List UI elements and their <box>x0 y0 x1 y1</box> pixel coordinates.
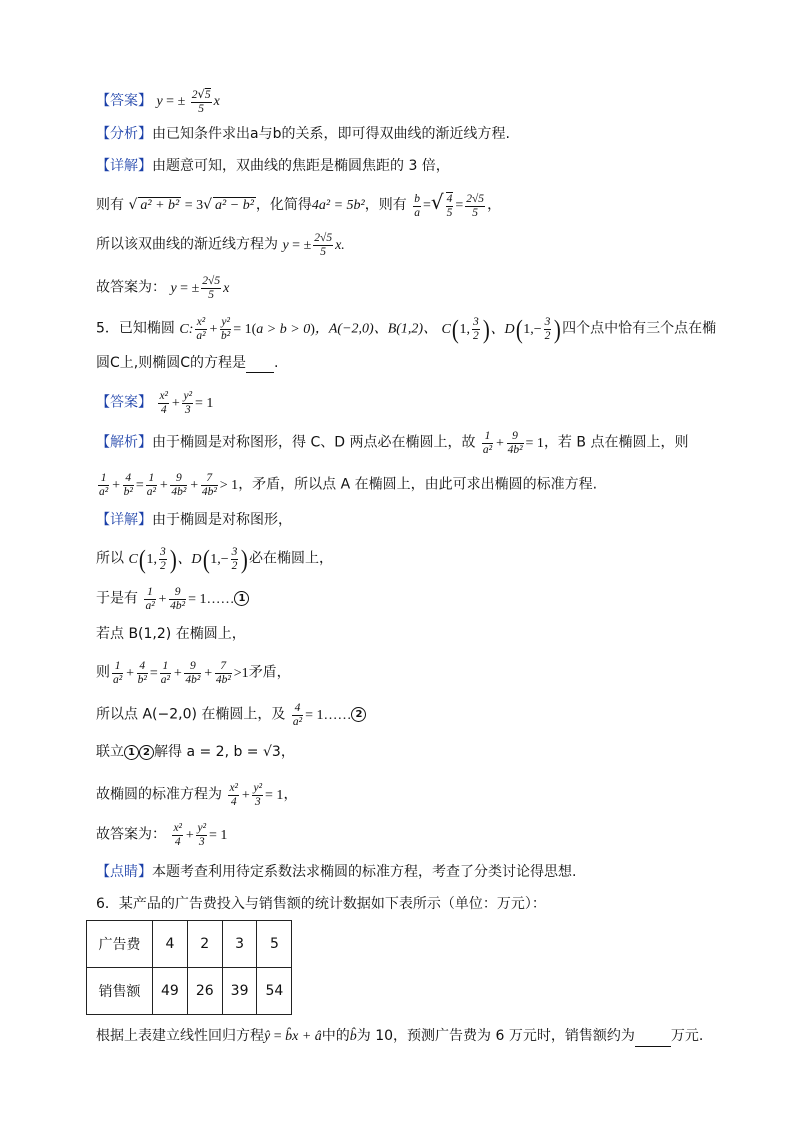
q5-comment-line <box>96 862 576 882</box>
detail-prefix: 所以 <box>96 550 124 567</box>
table-cell: 26 <box>187 968 222 1015</box>
table-cell: 3 <box>222 921 257 968</box>
q4-final-line <box>96 275 229 302</box>
detail-suffix: 必在椭圆上， <box>249 550 334 567</box>
table-cell: 49 <box>153 968 188 1015</box>
answer-blank <box>635 1032 671 1047</box>
analysis-equation: $\frac{1}{\text{a²}}$ + $\frac{9}{\text{4b²}}$ = 1 <box>482 430 544 456</box>
q4-asymptote-line <box>96 232 345 259</box>
answer-blank <box>246 358 274 373</box>
final-prefix: 故答案为： <box>96 279 166 296</box>
circled-two-icon: 2 <box>351 707 366 722</box>
table-row <box>87 968 292 1015</box>
q5-detail-line1 <box>96 510 292 530</box>
final-formula: y = ± $\frac{2√5}{5}$ x <box>170 275 230 301</box>
q4-derivation-line: 则有 √ a² + b² = 3√ a² − b² ，化简得4a² = 5b²，则有 $\frac{b}{a}$ =√ $\frac{4}{5}$ = $\frac{2√5}{5}$ ， <box>96 190 502 219</box>
asymptote-prefix: 所以该双曲线的渐近线方程为 <box>96 236 278 253</box>
question-prefix: 根据上表建立线性回归方程 <box>96 1028 264 1044</box>
q5-detail-line3 <box>96 586 249 613</box>
answer-formula: $\frac{\text{x²}}{4}$ + $\frac{\text{y²}}{3}$ = 1 <box>159 390 214 416</box>
stem-prefix: 已知椭圆 <box>118 320 175 337</box>
simplified-equation: 4a² = 5b² <box>311 198 365 214</box>
q5-stem-line1 <box>96 316 716 343</box>
table-cell: 4 <box>153 921 188 968</box>
ellipse-definition: C: $\frac{\text{x²}}{\text{a²}}$ + $\frac{\text{y²}}{\text{b²}}$ = 1(a > b > 0) <box>179 316 315 342</box>
b-hat: b̂ <box>349 1029 357 1044</box>
analysis-text-b: ，若 B 点在椭圆上，则 <box>543 434 689 451</box>
equation-1: $\frac{1}{\text{a²}}$ + $\frac{9}{\text{4b²}}$ = 1…… <box>145 586 235 612</box>
q4-detail-line <box>96 156 450 176</box>
detail-suffix: 解得 a = 2, b = √3， <box>154 744 295 760</box>
question-number: 5． <box>96 320 119 337</box>
q6-stem-line <box>96 894 546 914</box>
foci-equation: √ a² + b² = 3√ a² − b² <box>128 197 254 214</box>
detail-prefix: 所以点 A(−2,0) 在椭圆上，及 <box>96 706 286 723</box>
analysis-tag: 【分析】 <box>96 126 152 142</box>
detail-suffix: 矛盾， <box>248 664 291 681</box>
asymptote-formula: y = ± $\frac{2√5}{5}$ x. <box>282 232 345 258</box>
q4-analysis-line <box>96 124 510 144</box>
row-label: 销售额 <box>87 968 153 1015</box>
question-mid: 中的 <box>321 1028 350 1044</box>
answer-tag: 【答案】 <box>96 394 152 411</box>
comment-tag: 【点睛】 <box>96 864 152 880</box>
q6-question-line <box>96 1026 703 1047</box>
detail-text: 由题意可知，双曲线的焦距是椭圆焦距的 3 倍， <box>152 158 450 174</box>
q5-detail-line5 <box>96 660 291 687</box>
detail-prefix: 故椭圆的标准方程为 <box>96 786 222 803</box>
stem-suffix: 四个点中恰有三个点在椭 <box>562 320 717 337</box>
question-mid2: 为 10，预测广告费为 6 万元时，销售额约为 <box>356 1028 635 1044</box>
answer-formula: y = ± $\frac{2√5}{5}$ x <box>156 87 220 115</box>
circled-two-icon: 2 <box>139 745 154 760</box>
q5-detail-line2 <box>96 546 333 573</box>
analysis-text-c: ，矛盾，所以点 A 在椭圆上，由此可求出椭圆的标准方程. <box>238 476 598 493</box>
points-formula: C(1, $\frac{3}{2}$ )、D(1,− $\frac{3}{2}$ ) <box>128 544 249 574</box>
stem-points: ，A(−2,0)、B(1,2)、 <box>314 321 438 337</box>
ratio-formula: $\frac{b}{a}$ =√ $\frac{4}{5}$ = $\frac{2√5}{5}$ <box>414 190 485 219</box>
analysis-tag: 【解析】 <box>96 434 152 451</box>
point-c-d: C(1, $\frac{3}{2}$ )、D(1,− $\frac{3}{2}$ ) <box>441 314 562 344</box>
regression-equation: ŷ = b̂x + â <box>264 1029 322 1044</box>
detail-prefix: 则 <box>96 664 110 681</box>
q5-analysis-line2 <box>96 472 597 499</box>
comment-text: 本题考查利用待定系数法求椭圆的标准方程，考查了分类讨论得思想. <box>152 864 577 880</box>
detail-prefix: 于是有 <box>96 590 138 607</box>
analysis-text: 由已知条件求出a与b的关系，即可得双曲线的渐近线方程. <box>152 126 510 142</box>
standard-equation: $\frac{\text{x²}}{4}$ + $\frac{\text{y²}}{3}$ = 1 <box>229 782 284 808</box>
table-row <box>87 921 292 968</box>
analysis-text-a: 由于椭圆是对称图形，得 C、D 两点必在椭圆上，故 <box>152 434 476 451</box>
derivation-mid: ，化简得 <box>255 197 312 214</box>
question-suffix: 万元. <box>670 1028 704 1044</box>
q5-answer-line <box>96 390 213 417</box>
contradiction-formula: $\frac{1}{\text{a²}}$ + $\frac{4}{\text{b²}}$ = $\frac{1}{\text{a²}}$ + $\frac{9}{\text{4b²}}$ + $\frac{7}{\text{4b²}}$ >1 <box>113 660 249 686</box>
detail-prefix: 故答案为： <box>96 826 166 843</box>
q5-detail-line6 <box>96 702 366 729</box>
derivation-prefix: 则有 <box>96 197 124 214</box>
data-table <box>86 920 292 1015</box>
detail-text: 由于椭圆是对称图形， <box>152 512 292 528</box>
table-cell: 5 <box>257 921 292 968</box>
detail-text: 若点 B(1,2) 在椭圆上， <box>96 626 246 642</box>
circled-one-icon: 1 <box>234 591 249 606</box>
q4-answer-line <box>96 88 220 116</box>
row-label: 广告费 <box>87 921 153 968</box>
table-cell: 2 <box>187 921 222 968</box>
detail-tag: 【详解】 <box>96 158 152 174</box>
table-cell: 39 <box>222 968 257 1015</box>
q5-stem-line2: 圆C上,则椭圆C的方程是 . <box>96 355 279 371</box>
contradiction-formula: $\frac{1}{\text{a²}}$ + $\frac{4}{\text{b²}}$ = $\frac{1}{\text{a²}}$ + $\frac{9}{\text{4b²}}$ + $\frac{7}{\text{4b²}}$ > 1 <box>99 472 239 498</box>
final-answer: $\frac{\text{x²}}{4}$ + $\frac{\text{y²}}{3}$ = 1 <box>173 822 228 848</box>
equation-2: $\frac{4}{\text{a²}}$ = 1…… <box>292 702 352 728</box>
q5-detail-line7 <box>96 742 295 762</box>
q6-stem: 6．某产品的广告费投入与销售额的统计数据如下表所示（单位：万元）： <box>96 896 546 912</box>
circled-one-icon: 1 <box>124 745 139 760</box>
answer-tag: 【答案】 <box>96 93 152 110</box>
q5-analysis-line1 <box>96 430 688 457</box>
derivation-mid2: ，则有 <box>364 197 407 214</box>
stem-line2: 圆C上,则椭圆C的方程是 <box>96 355 247 371</box>
detail-tag: 【详解】 <box>96 512 152 528</box>
detail-prefix: 联立 <box>96 744 124 760</box>
q5-detail-line4 <box>96 624 246 644</box>
q5-detail-line8: 故椭圆的标准方程为 $\frac{\text{x²}}{4}$ + $\frac{\text{y²}}{3}$ = 1， <box>96 782 298 808</box>
q5-detail-line9 <box>96 822 227 849</box>
table-cell: 54 <box>257 968 292 1015</box>
